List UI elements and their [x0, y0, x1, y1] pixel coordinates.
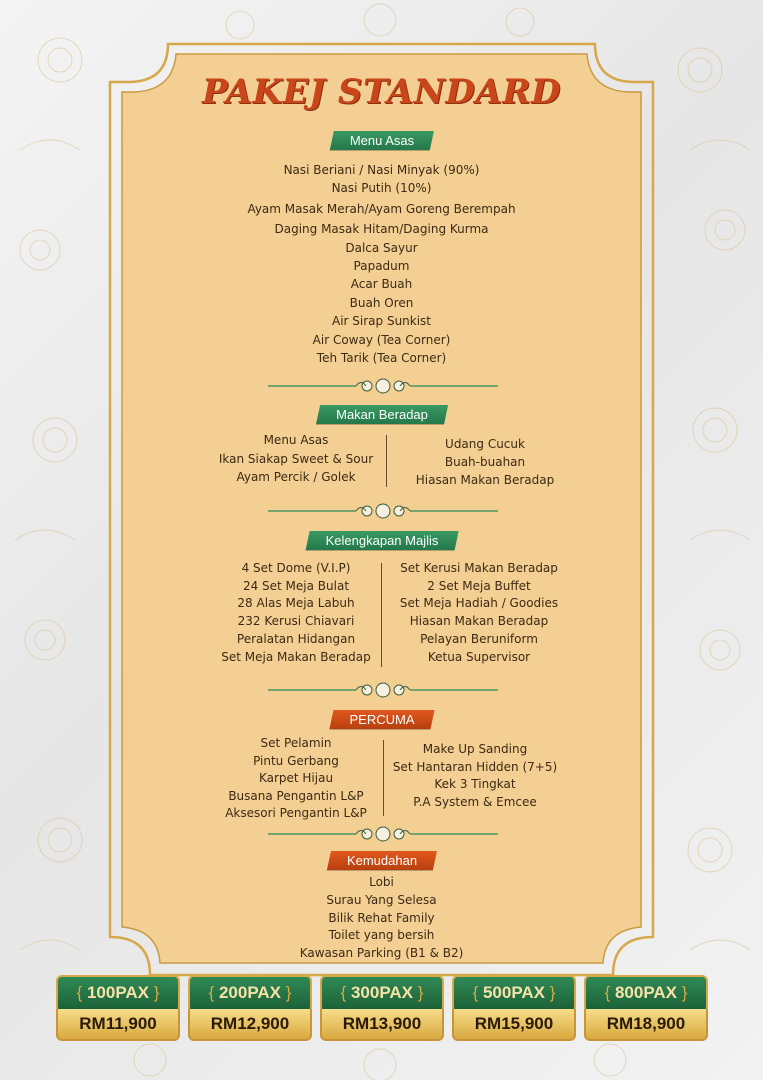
list-item: 4 Set Dome (V.I.P): [241, 561, 351, 575]
list-item: Kawasan Parking (B1 & B2): [299, 946, 464, 961]
section-badge-percuma: PERCUMA: [329, 710, 434, 729]
list-item: 2 Set Meja Buffet: [427, 578, 531, 593]
package-pax: 100PAX: [86, 983, 150, 1002]
package-pax: 300PAX: [350, 983, 414, 1002]
list-item: Ikan Siakap Sweet & Sour: [218, 451, 374, 466]
ornament-divider: [268, 501, 498, 521]
list-item: Set Meja Hadiah / Goodies: [399, 596, 559, 611]
list-item: Set Pelamin: [260, 736, 332, 750]
list-item: Papadum: [353, 259, 410, 274]
package-price: RM11,900: [56, 1009, 180, 1041]
makan-beradap-left: [200, 431, 392, 487]
list-item: Hiasan Makan Beradap: [415, 473, 555, 487]
list-item: Karpet Hijau: [258, 771, 334, 786]
kelengkapan-right: [383, 560, 575, 666]
list-item: Buah Oren: [349, 295, 414, 310]
list-item: Surau Yang Selesa: [326, 892, 437, 907]
list-item: Kek 3 Tingkat: [434, 777, 516, 792]
list-item: 24 Set Meja Bulat: [242, 578, 350, 593]
list-item: Ayam Percik / Golek: [236, 470, 356, 484]
package-card-100pax[interactable]: { 100PAX } RM11,900: [56, 975, 180, 1041]
list-item: Hiasan Makan Beradap: [409, 614, 549, 629]
list-item: Air Sirap Sunkist: [331, 314, 432, 329]
package-card-300pax[interactable]: { 300PAX } RM13,900: [320, 975, 444, 1041]
list-item: Ketua Supervisor: [427, 649, 531, 664]
column-divider: [383, 740, 384, 816]
package-price: RM15,900: [452, 1009, 576, 1041]
list-item: Toilet yang bersih: [328, 928, 435, 943]
list-item: 28 Alas Meja Labuh: [237, 596, 355, 611]
list-item: Bilik Rehat Family: [328, 910, 435, 925]
ornament-divider: [268, 376, 498, 396]
list-item: Dalca Sayur: [345, 240, 418, 255]
list-item: Buah-buahan: [444, 455, 526, 469]
list-item: Make Up Sanding: [422, 742, 528, 756]
package-card-200pax[interactable]: { 200PAX } RM12,900: [188, 975, 312, 1041]
list-item: Set Hantaran Hidden (7+5): [392, 759, 558, 774]
menu-asas-list: [200, 161, 563, 367]
kemudahan-list: [200, 874, 563, 963]
list-item: Lobi: [369, 875, 394, 889]
package-price: RM18,900: [584, 1009, 708, 1041]
section-badge-kemudahan: Kemudahan: [326, 851, 436, 870]
package-pax: 200PAX: [218, 983, 282, 1002]
list-item: Teh Tarik (Tea Corner): [316, 351, 447, 366]
kelengkapan-left: [200, 560, 392, 666]
list-item: Nasi Putih (10%): [331, 181, 432, 196]
list-item: Pelayan Beruniform: [420, 631, 538, 646]
section-badge-makan-beradap: Makan Beradap: [316, 405, 448, 424]
section-badge-kelengkapan-majlis: Kelengkapan Majlis: [305, 531, 458, 550]
ornament-divider: [268, 824, 498, 844]
percuma-left: [200, 735, 392, 823]
package-price: RM13,900: [320, 1009, 444, 1041]
list-item: Aksesori Pengantin L&P: [225, 806, 367, 821]
column-divider: [381, 563, 382, 667]
column-divider: [386, 435, 387, 487]
list-item: P.A System & Emcee: [413, 794, 537, 809]
list-item: Peralatan Hidangan: [236, 631, 356, 646]
list-item: Ayam Masak Merah/Ayam Goreng Berempah: [247, 201, 516, 216]
list-item: Set Kerusi Makan Beradap: [400, 561, 558, 575]
percuma-right: [385, 741, 565, 811]
section-badge-menu-asas: Menu Asas: [329, 131, 433, 150]
makan-beradap-right: [395, 435, 575, 489]
ornament-divider: [268, 680, 498, 700]
page-title: PAKEJ STANDARD: [202, 72, 561, 112]
list-item: Daging Masak Hitam/Daging Kurma: [274, 222, 489, 237]
list-item: Menu Asas: [263, 433, 329, 447]
list-item: Acar Buah: [350, 277, 413, 292]
package-price: RM12,900: [188, 1009, 312, 1041]
list-item: Air Coway (Tea Corner): [312, 332, 451, 347]
list-item: 232 Kerusi Chiavari: [237, 614, 355, 629]
package-card-800pax[interactable]: { 800PAX } RM18,900: [584, 975, 708, 1041]
list-item: Set Meja Makan Beradap: [221, 649, 371, 664]
package-pax: 500PAX: [482, 983, 546, 1002]
package-pax: 800PAX: [614, 983, 678, 1002]
list-item: Udang Cucuk: [445, 437, 525, 451]
list-item: Nasi Beriani / Nasi Minyak (90%): [283, 163, 480, 177]
list-item: Busana Pengantin L&P: [228, 788, 364, 803]
package-card-500pax[interactable]: { 500PAX } RM15,900: [452, 975, 576, 1041]
list-item: Pintu Gerbang: [253, 753, 339, 768]
